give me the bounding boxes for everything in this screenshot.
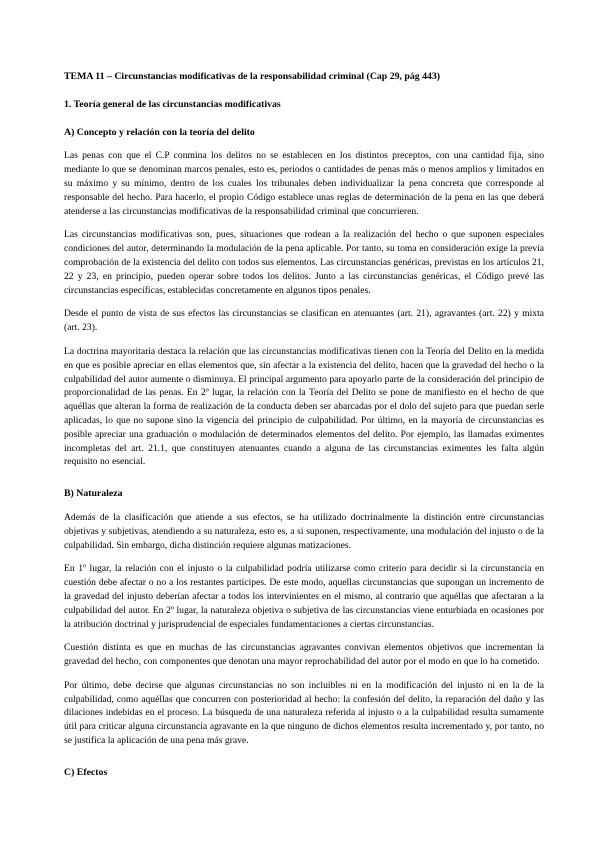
document-title: TEMA 11 – Circunstancias modificativas de la responsabilidad criminal (Cap 29, pág 443) <box>64 71 441 82</box>
paragraph: Las circunstancias modificativas son, pues, situaciones que rodean a la realización del hecho o que suponen especiales condiciones del autor, determinando la modulación de la pena aplicable. Por tanto, su toma en consideración exige la previa comprobación de la existencia del delito con todos sus elementos. Las circunstancias genéricas, previstas en los artículos 21, 22 y 23, en principio, pueden operar sobre todos los delitos. Junto a las circunstancias genéricas, el Código prevé las circunstancias específicas, establecidas concretamente en algunos tipos penales. <box>64 229 544 296</box>
paragraph: Cuestión distinta es que en muchas de las circunstancias agravantes convivan elementos objetivos que incrementan la gravedad del hecho, con componentes que denotan una mayor reprochabilidad del autor por el modo en que lo ha cometido. <box>64 642 544 668</box>
paragraph: Las penas con que el C.P conmina los delitos no se establecen en los distintos preceptos, con una cantidad fija, sino mediante lo que se denominan marcos penales, esto es, periodos o cantidades de penas más o menos amplios y limitados en su máximo y su mínimo, dentro de los cuales los tribunales deben individualizar la pena concreta que corresponde al responsable del hecho. Para hacerlo, el propio Código establece unas reglas de determinación de la pena en las que deberá atenderse a las circunstancias modificativas de la responsabilidad criminal que concurrieren. <box>64 150 544 217</box>
section-heading: 1. Teoría general de las circunstancias modificativas <box>64 98 281 110</box>
paragraph: Además de la clasificación que atiende a sus efectos, se ha utilizado doctrinalmente la distinción entre circunstancias objetivas y subjetivas, atendiendo a su naturaleza, esto es, a si suponen, respectivamente, una modulación del injusto o de la culpabilidad. Sin embargo, dicha distinción requiere algunas matizaciones. <box>64 511 544 551</box>
subsection-heading-c: C) Efectos <box>64 766 108 778</box>
paragraph: En 1º lugar, la relación con el injusto o la culpabilidad podría utilizarse como criterio para decidir si la circunstancia en cuestión debe afectar o no a los restantes partícipes. De este modo, aquellas circunstancias que supongan un incremento de la gravedad del injusto deberían afectar a todos los intervinientes en el mismo, al contrario que aquéllas que afectaran a la culpabilidad del autor. En 2º lugar, la naturaleza objetiva o subjetiva de las circunstancias viene enturbiada en ocasiones por la atribución doctrinal y jurisprudencial de especiales fundamentaciones a ciertas circunstancias. <box>64 563 544 630</box>
paragraph: La doctrina mayoritaria destaca la relación que las circunstancias modificativas tienen con la Teoría del Delito en la medida en que es posible apreciar en ellas elementos que, sin afectar a la existencia del delito, hacen que la gravedad del hecho o la culpabilidad del autor aumente o disminuya. El principal argumento para apoyarlo parte de la consideración del principio de proporcionalidad de las penas. En 2º lugar, la relación con la Teoría del Delito se pone de manifiesto en el hecho de que aquéllas que alteran la forma de realización de la conducta deben ser abarcadas por el dolo del sujeto para que puedan serle aplicadas, lo que no supone sino la vigencia del principio de culpabilidad. Por último, en la mayoría de circunstancias es posible apreciar una graduación o modulación de determinados elementos del delito. Por ejemplo, las llamadas eximentes incompletas del art. 21.1, que constituyen atenuantes cuando a alguna de las circunstancias eximentes les falta algún requisito no esencial. <box>64 345 544 468</box>
document-page <box>64 70 544 790</box>
paragraph: Por último, debe decirse que algunas circunstancias no son incluibles ni en la modificación del injusto ni en la de la culpabilidad, como aquéllas que concurren con posterioridad al hecho: la confesión del delito, la reparación del daño y las dilaciones indebidas en el proceso. La búsqueda de una naturaleza referida al injusto o a la culpabilidad resulta sumamente útil para criticar alguna circunstancia agravante en la que ninguno de dichos elementos resulta incrementado y, por tanto, no se justifica la aplicación de una pena más grave. <box>64 679 544 747</box>
subsection-heading-a: A) Concepto y relación con la teoría del delito <box>64 126 255 138</box>
subsection-heading-b: B) Naturaleza <box>64 488 123 500</box>
paragraph: Desde el punto de vista de sus efectos las circunstancias se clasifican en atenuantes (art. 21), agravantes (art. 22) y mixta (art. 23). <box>64 308 544 334</box>
